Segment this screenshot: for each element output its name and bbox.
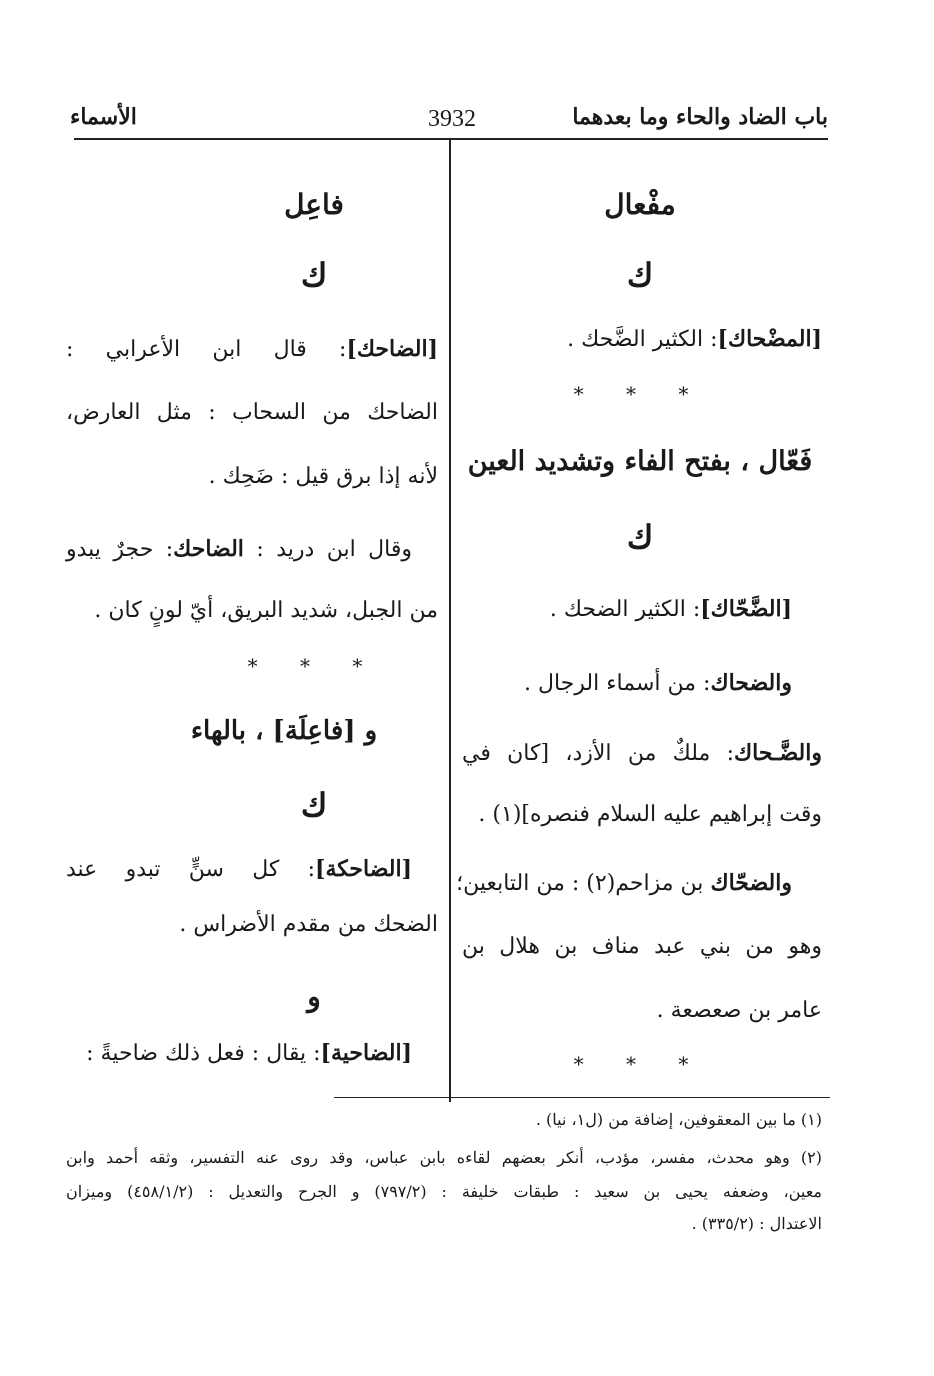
entry-dahik-ibn-durayd-cont: من الجبل، شديد البريق، أيّ لونٍ كان .: [94, 598, 438, 623]
running-head-chapter: باب الضاد والحاء وما بعدهما: [572, 104, 828, 130]
footnote-rule: [334, 1097, 830, 1098]
entry-dahhak: [550, 596, 792, 622]
entry-midhak: [567, 326, 822, 352]
entry-dahhak-king-cont: وقت إبراهيم عليه السلام فنصره](١) .: [478, 802, 822, 827]
section-separator-stars: * * *: [573, 1052, 707, 1076]
entry-definition: : حجرٌ يبدو: [66, 537, 174, 562]
footnote-2-cont: معين، وضعفه يحيى بن سعيد : طبقات خليفة : (٧٩٧/٢) و الجرح والتعديل : (٤٥٨/١/٢) وميزان: [66, 1182, 822, 1201]
entry-dahik: [66, 336, 438, 362]
footnote-2-cont: الاعتدال : (٣٣٥/٢) .: [691, 1214, 822, 1233]
entry-dahhak-muzahim-cont: عامر بن صعصعة .: [656, 998, 822, 1023]
page-number: 3932: [428, 106, 476, 132]
entry-definition: : كل سنٍّ تبدو عند: [66, 857, 316, 882]
entry-definition: : قال ابن الأعرابي :: [66, 337, 347, 362]
entry-term: [الضاحية]: [320, 1040, 412, 1066]
footnote-1: (١) ما بين المعقوفين، إضافة من (ل١، نيا) .: [535, 1110, 822, 1129]
entry-dahhak-muzahim: [456, 870, 792, 896]
entry-dahhak-muzahim-cont: وهو من بني عبد مناف بن هلال بن: [462, 934, 822, 959]
heading-faila: و [فاعِلَة] ، بالهاء: [190, 716, 378, 746]
entry-definition: : يقال : فعل ذلك ضاحيةً :: [86, 1041, 321, 1066]
entry-dahika: [66, 856, 412, 882]
entry-dahik-cont: لأنه إذا برق قيل : ضَحِك .: [208, 464, 438, 489]
entry-term: [الضاحك]: [346, 336, 438, 362]
entry-definition: : من أسماء الرجال .: [523, 671, 711, 696]
column-divider: [449, 140, 451, 1102]
entry-definition: : الكثير الضحك .: [549, 597, 701, 622]
entry-term: [المضْحاك]: [717, 326, 822, 352]
entry-term: [الضَّحّاك]: [700, 596, 792, 622]
entry-definition: بن مزاحم(٢) : من التابعين؛: [456, 871, 704, 896]
heading-mifal: مفْعال: [604, 188, 676, 221]
entry-dahik-cont: الضاحك من السحاب : مثل العارض،: [66, 400, 438, 425]
root-letter-heading: و: [307, 980, 321, 1013]
entry-term: والضحاك: [710, 670, 792, 696]
section-separator-stars: * * *: [247, 654, 381, 678]
entry-term: والضَّـحاك: [734, 740, 822, 766]
root-letter-heading: ك: [626, 518, 654, 556]
heading-fail: فاعِل: [284, 188, 344, 221]
running-head-section: الأسماء: [70, 104, 137, 130]
root-letter-heading: ك: [626, 256, 654, 294]
root-letter-heading: ك: [300, 786, 328, 824]
header-rule: [74, 138, 828, 140]
entry-dahik-ibn-durayd: [66, 536, 412, 562]
entry-term: الضاحك: [173, 536, 244, 562]
entry-dahhak-name: [524, 670, 792, 696]
entry-definition: : ملكٌ من الأزد، [كان في: [462, 741, 734, 766]
entry-dahika-cont: الضحك من مقدم الأضراس .: [179, 912, 438, 937]
entry-definition: وقال ابن دريد :: [256, 537, 413, 562]
entry-definition: : الكثير الضَّحك .: [567, 327, 718, 352]
heading-faaal: فَعّال ، بفتح الفاء وتشديد العين: [467, 446, 813, 477]
root-letter-heading: ك: [300, 256, 328, 294]
entry-term: والضحّاك: [710, 870, 792, 896]
footnote-2: (٢) وهو محدث، مفسر، مؤدب، أنكر بعضهم لقاءه بابن عباس، وقد روى عنه التفسير، وثقه أحمد وابن: [66, 1148, 822, 1167]
entry-dahiya: [86, 1040, 412, 1066]
entry-dahhak-king: [462, 740, 822, 766]
section-separator-stars: * * *: [573, 382, 707, 406]
entry-term: [الضاحكة]: [315, 856, 412, 882]
